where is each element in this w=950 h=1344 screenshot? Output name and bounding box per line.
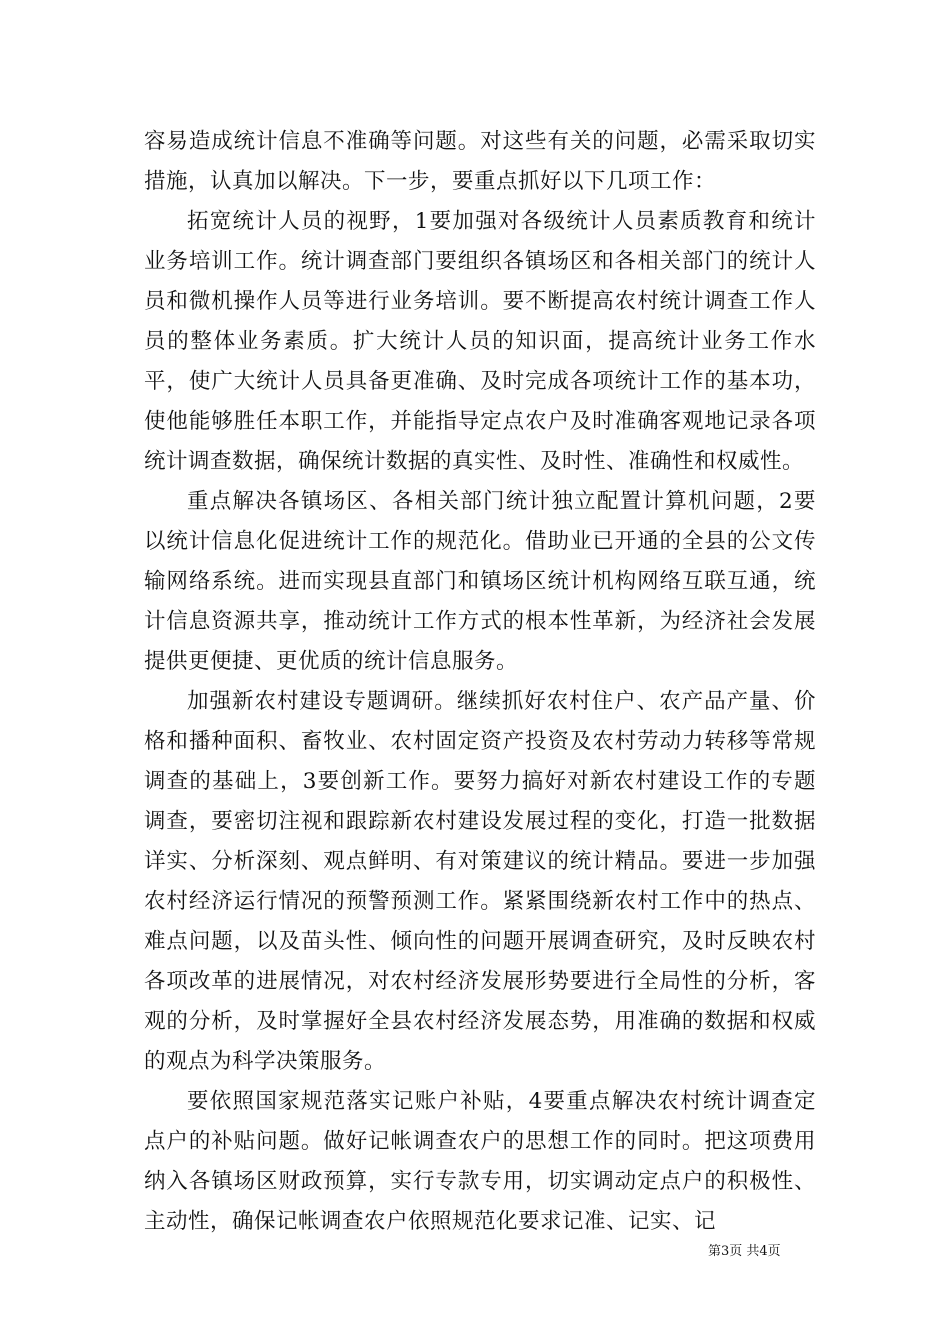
paragraph-item-1: 拓宽统计人员的视野，1要加强对各级统计人员素质教育和统计业务培训工作。统计调查部门要组织各镇场区和各相关部门的统计人员和微机操作人员等进行业务培训。要不断提高农村统计调查工作人员的整体业务素质。扩大统计人员的知识面，提高统计业务工作水平，使广大统计人员具备更准确、及时完成各项统计工作的基本功，使他能够胜任本职工作，并能指导定点农户及时准确客观地记录各项统计调查数据，确保统计数据的真实性、及时性、准确性和权威性。	[144, 209, 816, 474]
body-text	[144, 122, 816, 1242]
paragraph-item-2: 重点解决各镇场区、各相关部门统计独立配置计算机问题，2要以统计信息化促进统计工作的规范化。借助业已开通的全县的公文传输网络系统。进而实现县直部门和镇场区统计机构网络互联互通，统计信息资源共享，推动统计工作方式的根本性革新，为经济社会发展提供更便捷、更优质的统计信息服务。	[144, 489, 816, 674]
paragraph-item-3: 加强新农村建设专题调研。继续抓好农村住户、农产品产量、价格和播种面积、畜牧业、农村固定资产投资及农村劳动力转移等常规调查的基础上，3要创新工作。要努力搞好对新农村建设工作的专题调查，要密切注视和跟踪新农村建设发展过程的变化，打造一批数据详实、分析深刻、观点鲜明、有对策建议的统计精品。要进一步加强农村经济运行情况的预警预测工作。紧紧围绕新农村工作中的热点、难点问题，以及苗头性、倾向性的问题开展调查研究，及时反映农村各项改革的进展情况，对农村经济发展形势要进行全局性的分析，客观的分析，及时掌握好全县农村经济发展态势，用准确的数据和权威的观点为科学决策服务。	[144, 689, 816, 1074]
page-number-footer: 第3页 共4页	[708, 1244, 781, 1259]
paragraph-item-4: 要依照国家规范落实记账户补贴，4要重点解决农村统计调查定点户的补贴问题。做好记帐调查农户的思想工作的同时。把这项费用纳入各镇场区财政预算，实行专款专用，切实调动定点户的积极性、主动性，确保记帐调查农户依照规范化要求记准、记实、记	[144, 1089, 816, 1234]
paragraph-continuation: 容易造成统计信息不准确等问题。对这些有关的问题，必需采取切实措施，认真加以解决。下一步，要重点抓好以下几项工作：	[144, 129, 816, 194]
